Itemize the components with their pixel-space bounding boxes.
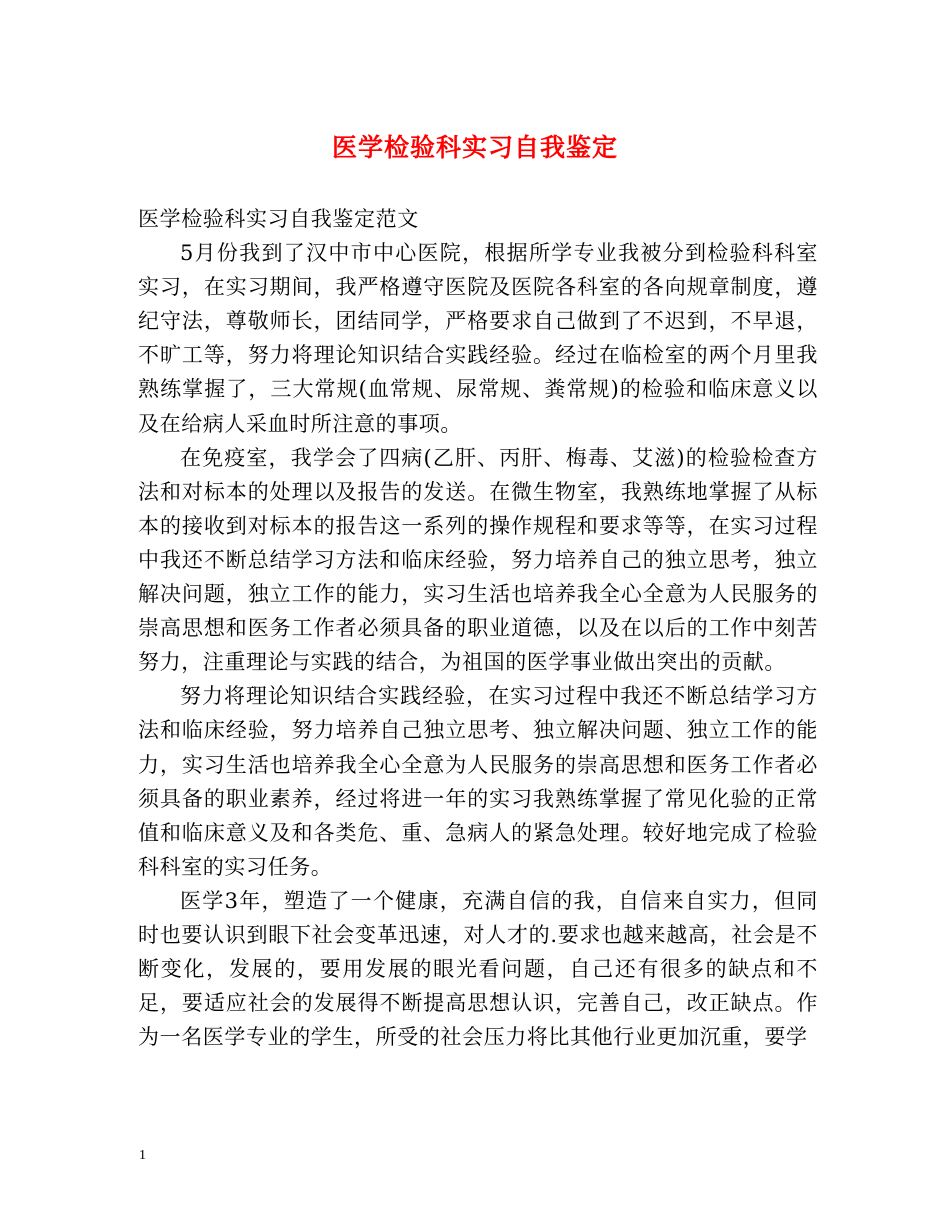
paragraph-1: 5月份我到了汉中市中心医院，根据所学专业我被分到检验科科室实习，在实习期间，我严格遵守医院及医院各科室的各向规章制度，遵纪守法，尊敬师长，团结同学，严格要求自己做到了不迟到，不早退，不旷工等，努力将理论知识结合实践经验。经过在临检室的两个月里我熟练掌握了，三大常规(血常规、尿常规、粪常规)的检验和临床意义以及在给病人采血时所注意的事项。 — [138, 241, 818, 436]
document-title: 医学检验科实习自我鉴定 — [331, 133, 618, 162]
page-number: 1 — [139, 1148, 146, 1163]
paragraph-4: 医学3年，塑造了一个健康，充满自信的我，自信来自实力，但同时也要认识到眼下社会变革迅速，对人才的.要求也越来越高，社会是不断变化，发展的，要用发展的眼光看问题，自己还有很多的缺点和不足，要适应社会的发展得不断提高思想认识，完善自己，改正缺点。作为一名医学专业的学生，所受的社会压力将比其他行业更加沉重，要学 — [138, 888, 818, 1050]
document-subtitle: 医学检验科实习自我鉴定范文 — [138, 207, 419, 231]
document-body — [138, 202, 818, 1054]
paragraph-2: 在免疫室，我学会了四病(乙肝、丙肝、梅毒、艾滋)的检验检查方法和对标本的处理以及报告的发送。在微生物室，我熟练地掌握了从标本的接收到对标本的报告这一系列的操作规程和要求等等，在实习过程中我还不断总结学习方法和临床经验，努力培养自己的独立思考，独立解决问题，独立工作的能力，实习生活也培养我全心全意为人民服务的崇高思想和医务工作者必须具备的职业道德，以及在以后的工作中刻苦努力，注重理论与实践的结合，为祖国的医学事业做出突出的贡献。 — [138, 445, 818, 675]
paragraph-3: 努力将理论知识结合实践经验，在实习过程中我还不断总结学习方法和临床经验，努力培养自己独立思考、独立解决问题、独立工作的能力，实习生活也培养我全心全意为人民服务的崇高思想和医务工作者必须具备的职业素养，经过将进一年的实习我熟练掌握了常见化验的正常值和临床意义及和各类危、重、急病人的紧急处理。较好地完成了检验科科室的实习任务。 — [138, 684, 818, 879]
